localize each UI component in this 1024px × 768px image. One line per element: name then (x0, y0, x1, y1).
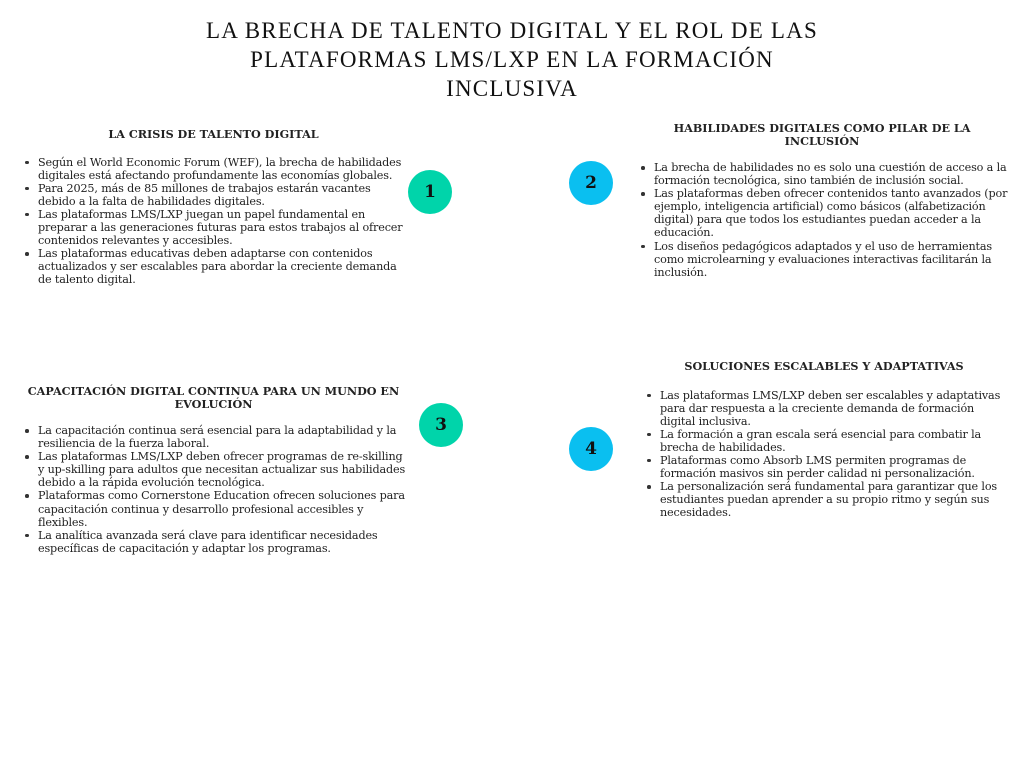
section-heading: LA CRISIS DE TALENTO DIGITAL (108, 127, 319, 141)
list-item: Las plataformas educativas deben adaptarse con contenidos actualizados y ser escalables para abordar la creciente demanda de talento digital. (38, 247, 411, 286)
list-item: Las plataformas LMS/LXP juegan un papel fundamental en preparar a las generaciones futuras para estos trabajos al ofrecer contenidos relevantes y accesibles. (38, 208, 411, 247)
step-badge-4 (569, 427, 613, 471)
bullet-list (16, 424, 411, 555)
list-item: Según el World Economic Forum (WEF), la brecha de habilidades digitales está afectando profundamente las economías globales. (38, 156, 411, 182)
list-item: La brecha de habilidades no es solo una cuestión de acceso a la formación tecnológica, sino también de inclusión social. (654, 161, 1012, 187)
step-number: 4 (585, 439, 597, 459)
title-line-3: INCLUSIVA (446, 76, 578, 101)
section-heading: CAPACITACIÓN DIGITAL CONTINUA PARA UN MUNDO EN EVOLUCIÓN (27, 384, 400, 411)
section-talent-crisis (16, 128, 411, 286)
title-line-2: PLATAFORMAS LMS/LXP EN LA FORMACIÓN (250, 47, 774, 72)
step-badge-2 (569, 161, 613, 205)
section-continuous-training (16, 385, 411, 555)
list-item: Los diseños pedagógicos adaptados y el uso de herramientas como microlearning y evaluaciones interactivas facilitarán la inclusión. (654, 240, 1012, 279)
list-item: Para 2025, más de 85 millones de trabajos estarán vacantes debido a la falta de habilidades digitales. (38, 182, 411, 208)
list-item: Plataformas como Absorb LMS permiten programas de formación masivos sin perder calidad ni personalización. (660, 454, 1010, 480)
step-number: 2 (585, 173, 597, 193)
page-title (150, 16, 874, 103)
section-scalable-solutions (638, 360, 1010, 519)
step-badge-1 (408, 170, 452, 214)
section-digital-skills-inclusion (632, 122, 1012, 279)
step-number: 1 (424, 182, 436, 202)
list-item: Las plataformas LMS/LXP deben ser escalables y adaptativas para dar respuesta a la creciente demanda de formación digital inclusiva. (660, 389, 1010, 428)
title-line-1: LA BRECHA DE TALENTO DIGITAL Y EL ROL DE LAS (206, 18, 818, 43)
list-item: Las plataformas LMS/LXP deben ofrecer programas de re-skilling y up-skilling para adultos que necesitan actualizar sus habilidades debido a la rápida evolución tecnológica. (38, 450, 411, 489)
step-badge-3 (419, 403, 463, 447)
list-item: La capacitación continua será esencial para la adaptabilidad y la resiliencia de la fuerza laboral. (38, 424, 411, 450)
list-item: La formación a gran escala será esencial para combatir la brecha de habilidades. (660, 428, 1010, 454)
list-item: La analítica avanzada será clave para identificar necesidades específicas de capacitación y adaptar los programas. (38, 529, 411, 555)
section-heading: HABILIDADES DIGITALES COMO PILAR DE LA INCLUSIÓN (673, 121, 971, 148)
list-item: Plataformas como Cornerstone Education ofrecen soluciones para capacitación continua y desarrollo profesional accesibles y flexibles. (38, 489, 411, 528)
bullet-list (638, 389, 1010, 520)
bullet-list (632, 161, 1012, 279)
step-number: 3 (435, 415, 447, 435)
bullet-list (16, 156, 411, 287)
list-item: La personalización será fundamental para garantizar que los estudiantes puedan aprender a su propio ritmo y según sus necesidades. (660, 480, 1010, 519)
list-item: Las plataformas deben ofrecer contenidos tanto avanzados (por ejemplo, inteligencia artificial) como básicos (alfabetización digital) para que todos los estudiantes puedan acceder a la educación. (654, 187, 1012, 239)
section-heading: SOLUCIONES ESCALABLES Y ADAPTATIVAS (684, 359, 964, 373)
